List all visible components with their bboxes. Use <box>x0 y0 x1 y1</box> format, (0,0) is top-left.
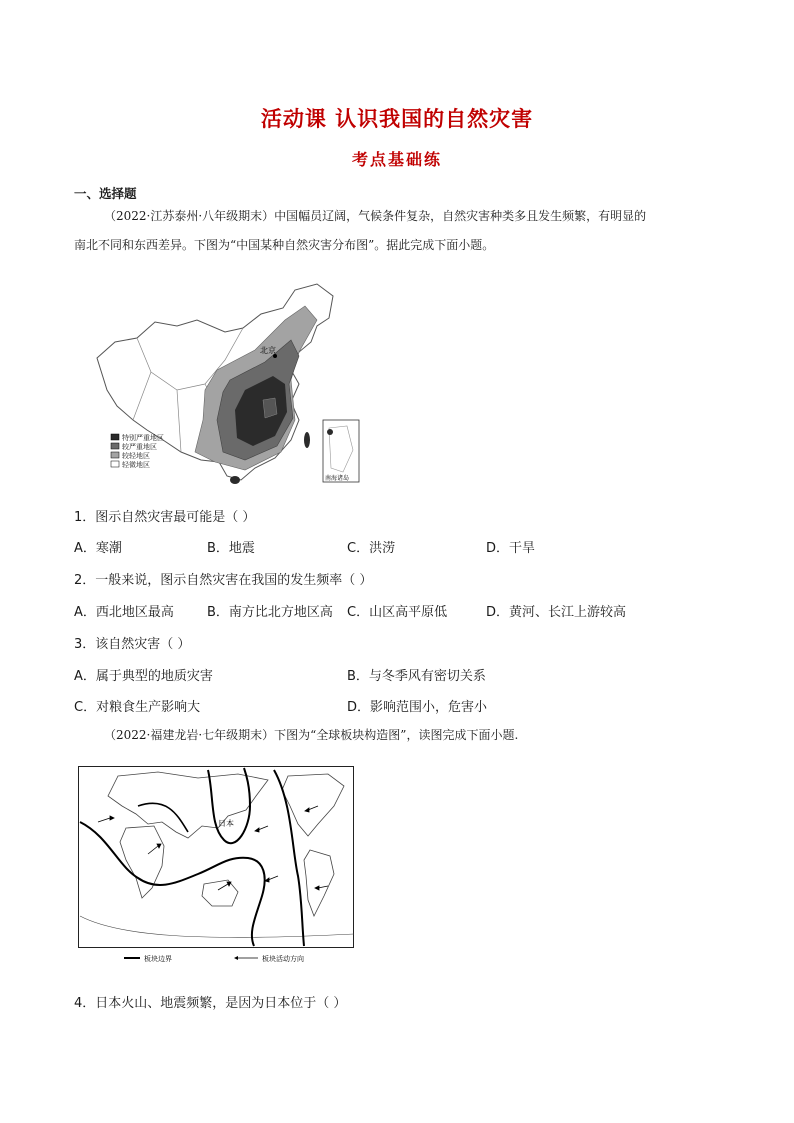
question-3-option-b[interactable]: B．与冬季风有密切关系 <box>347 669 486 684</box>
legend-item-severe: 特别严重地区 <box>122 434 164 442</box>
legend-direction-label: 板块活动方向 <box>262 955 304 963</box>
group1-intro <box>74 202 724 260</box>
question-3-option-d[interactable]: D．影响范围小，危害小 <box>347 700 488 715</box>
question-4-stem: 4．日本火山、地震频繁，是因为日本位于（ ） <box>74 996 347 1011</box>
group1-intro-line2: 南北不同和东西差异。下图为“中国某种自然灾害分布图”。据此完成下面小题。 <box>74 238 495 252</box>
legend-item-minor: 轻微地区 <box>122 461 150 469</box>
group1-intro-line1: （2022·江苏泰州·八年级期末）中国幅员辽阔，气候条件复杂，自然灾害种类多且发生频繁，有明显的 <box>104 209 647 223</box>
legend-item-light: 较轻地区 <box>122 452 150 460</box>
legend-boundary-label: 板块边界 <box>144 955 172 963</box>
question-2-option-b[interactable]: B．南方比北方地区高 <box>207 605 333 620</box>
south-china-sea-inset <box>323 420 359 482</box>
question-3-stem: 3．该自然灾害（ ） <box>74 637 191 652</box>
beijing-label: 北京 <box>260 346 276 355</box>
world-plate-map <box>78 766 354 966</box>
japan-label: 日本 <box>218 819 234 828</box>
china-disaster-map <box>85 280 375 490</box>
question-1-option-a[interactable]: A．寒潮 <box>74 541 122 556</box>
page-subtitle: 考点基础练 <box>351 150 442 169</box>
legend-item-moderate: 较严重地区 <box>122 443 157 451</box>
question-1-option-b[interactable]: B．地震 <box>207 541 255 556</box>
question-2-stem: 2．一般来说，图示自然灾害在我国的发生频率（ ） <box>74 573 373 588</box>
question-3-option-c[interactable]: C．对粮食生产影响大 <box>74 700 201 715</box>
question-1-stem: 1．图示自然灾害最可能是（ ） <box>74 510 256 525</box>
page-title: 活动课 认识我国的自然灾害 <box>260 107 534 131</box>
question-2-option-a[interactable]: A．西北地区最高 <box>74 605 174 620</box>
inset-label: 南海诸岛 <box>325 475 350 482</box>
question-2-option-d[interactable]: D．黄河、长江上游较高 <box>486 605 627 620</box>
question-1-option-d[interactable]: D．干旱 <box>486 541 536 556</box>
question-3-option-a[interactable]: A．属于典型的地质灾害 <box>74 669 213 684</box>
section-heading: 一、选择题 <box>74 186 137 201</box>
plate-map-legend <box>124 954 304 963</box>
question-1-option-c[interactable]: C．洪涝 <box>347 541 396 556</box>
question-2-option-c[interactable]: C．山区高平原低 <box>347 605 448 620</box>
group2-intro: （2022·福建龙岩·七年级期末）下图为“全球板块构造图”，读图完成下面小题. <box>104 728 519 742</box>
